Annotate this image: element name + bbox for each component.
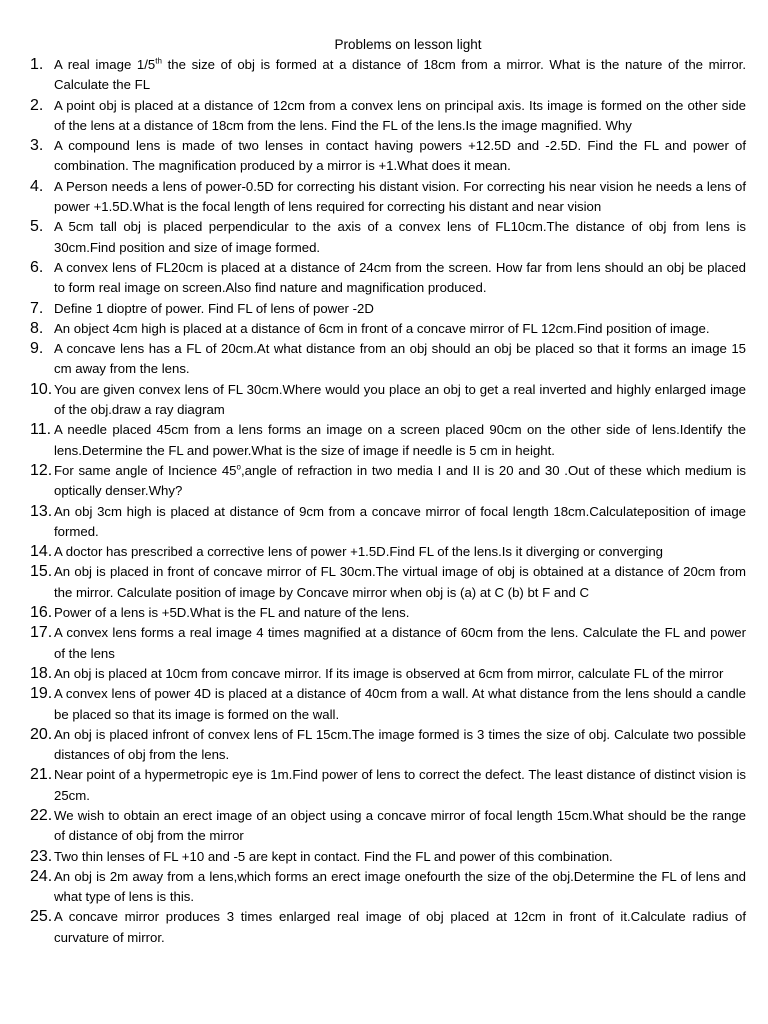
item-number: 8. [30,319,44,337]
item-number: 16. [30,604,53,622]
list-item [30,867,746,908]
item-number: 18. [30,664,53,682]
item-text: For same angle of Incience 45$^o$,angle of refraction in two media I and II is 20 and 30 .Out of these which medium is optically denser.Why? [54,462,747,499]
problem-list [30,55,746,948]
item-text: A convex lens of power 4D is placed at a distance of 40cm from a wall. At what distance from the lens should a candle be placed so that its image is formed on the wall. [54,686,746,722]
list-item [30,55,746,96]
list-item [30,664,746,684]
item-text: A needle placed 45cm from a lens forms an image on a screen placed 90cm on the other side of lens.Identify the lens.Determine the FL and power.What is the size of image if needle is 5 cm in height. [54,422,746,458]
item-number: 12. [30,461,53,479]
page-title: Problems on lesson light [334,37,482,52]
list-item [30,623,746,664]
item-text: A convex lens forms a real image 4 times magnified at a distance of 60cm from the lens. Calculate the FL and power of the lens [54,625,746,661]
item-number: 20. [30,725,53,743]
list-item [30,725,746,766]
item-text: Near point of a hypermetropic eye is 1m.Find power of lens to correct the defect. The least distance of distinct vision is 25cm. [54,767,746,803]
item-text: An obj is 2m away from a lens,which forms an erect image onefourth the size of the obj.Determine the FL of lens and what type of lens is this. [54,868,746,905]
list-item [30,907,746,948]
item-text: We wish to obtain an erect image of an object using a concave mirror of focal length 15cm.What should be the range of distance of obj from the mirror [54,807,746,844]
item-number: 13. [30,502,53,520]
item-text: A concave mirror produces 3 times enlarged real image of obj placed at 12cm in front of it.Calculate radius of curvature of mirror. [54,909,746,945]
item-number: 11. [30,421,52,439]
item-number: 24. [30,867,53,885]
item-text: An object 4cm high is placed at a distance of 6cm in front of a concave mirror of FL 12cm.Find position of image. [54,320,710,336]
item-number: 25. [30,908,53,926]
item-number: 2. [30,96,44,114]
item-text: An obj is placed infront of convex lens of FL 15cm.The image formed is 3 times the size of obj. Calculate two possible distances of obj from the lens. [54,726,746,763]
list-item [30,847,746,867]
item-text: Define 1 dioptre of power. Find FL of lens of power -2D [54,300,374,316]
list-item [30,806,746,847]
item-number: 5. [30,218,44,236]
list-item [30,420,746,461]
item-number: 22. [30,806,53,824]
item-text: A compound lens is made of two lenses in contact having powers +12.5D and -2.5D. Find the FL and power of combination. The magnification produced by a mirror is +1.What does it mean. [54,138,746,174]
item-text: A real image 1/5th the size of obj is formed at a distance of 18cm from a mirror. What is the nature of the mirror. Calculate the FL [54,56,746,93]
item-number: 14. [30,543,53,561]
item-text: Power of a lens is +5D.What is the FL and nature of the lens. [54,605,410,621]
list-item [30,502,746,543]
item-number: 4. [30,177,44,195]
list-item [30,765,746,806]
list-item [30,542,746,562]
item-text: An obj is placed in front of concave mirror of FL 30cm.The virtual image of obj is obtained at a distance of 20cm from the mirror. Calculate position of image by Concave mirror when obj is (a) at C (b) bt F and C [54,564,746,600]
list-item [30,684,746,725]
list-item [30,258,746,299]
list-item [30,562,746,603]
item-text: A doctor has prescribed a corrective lens of power +1.5D.Find FL of the lens.Is it diverging or converging [54,544,664,560]
item-text: A concave lens has a FL of 20cm.At what distance from an obj should an obj be placed so that it forms an image 15 cm away from the lens. [54,341,746,377]
item-number: 23. [30,847,53,865]
list-item [30,299,746,319]
list-item [30,96,746,137]
item-number: 9. [30,340,44,358]
item-number: 1. [30,56,44,73]
item-number: 10. [30,380,53,398]
item-text: An obj 3cm high is placed at distance of 9cm from a concave mirror of focal length 18cm.Calculateposition of image formed. [54,503,746,539]
item-number: 15. [30,563,53,581]
item-number: 6. [30,258,44,276]
item-text: A Person needs a lens of power-0.5D for correcting his distant vision. For correcting his near vision he needs a lens of power +1.5D.What is the focal length of lens required for correcting his distant and near vision [54,178,746,215]
list-item [30,380,746,421]
list-item [30,461,746,502]
item-text: A point obj is placed at a distance of 12cm from a convex lens on principal axis. Its image is formed on the other side of the lens at a distance of 18cm from the lens. Find the FL of the lens.Is the image magnified. Why [54,97,746,133]
list-item [30,217,746,258]
item-number: 3. [30,137,44,155]
list-item [30,177,746,218]
item-text: Two thin lenses of FL +10 and -5 are kept in contact. Find the FL and power of this combination. [54,848,613,864]
item-number: 19. [30,685,53,703]
item-number: 17. [30,624,53,642]
item-number: 7. [30,299,44,317]
list-item [30,319,746,339]
item-number: 21. [30,766,53,784]
list-item [30,136,746,177]
list-item [30,339,746,380]
item-text: An obj is placed at 10cm from concave mirror. If its image is observed at 6cm from mirror, calculate FL of the mirror [54,665,724,681]
item-text: You are given convex lens of FL 30cm.Where would you place an obj to get a real inverted and highly enlarged image of the obj.draw a ray diagram [54,381,746,418]
item-text: A convex lens of FL20cm is placed at a distance of 24cm from the screen. How far from lens should an obj be placed to form real image on screen.Also find nature and magnification produced. [54,259,746,296]
item-text: A 5cm tall obj is placed perpendicular to the axis of a convex lens of FL10cm.The distance of obj from lens is 30cm.Find position and size of image formed. [54,219,746,255]
list-item [30,603,746,623]
